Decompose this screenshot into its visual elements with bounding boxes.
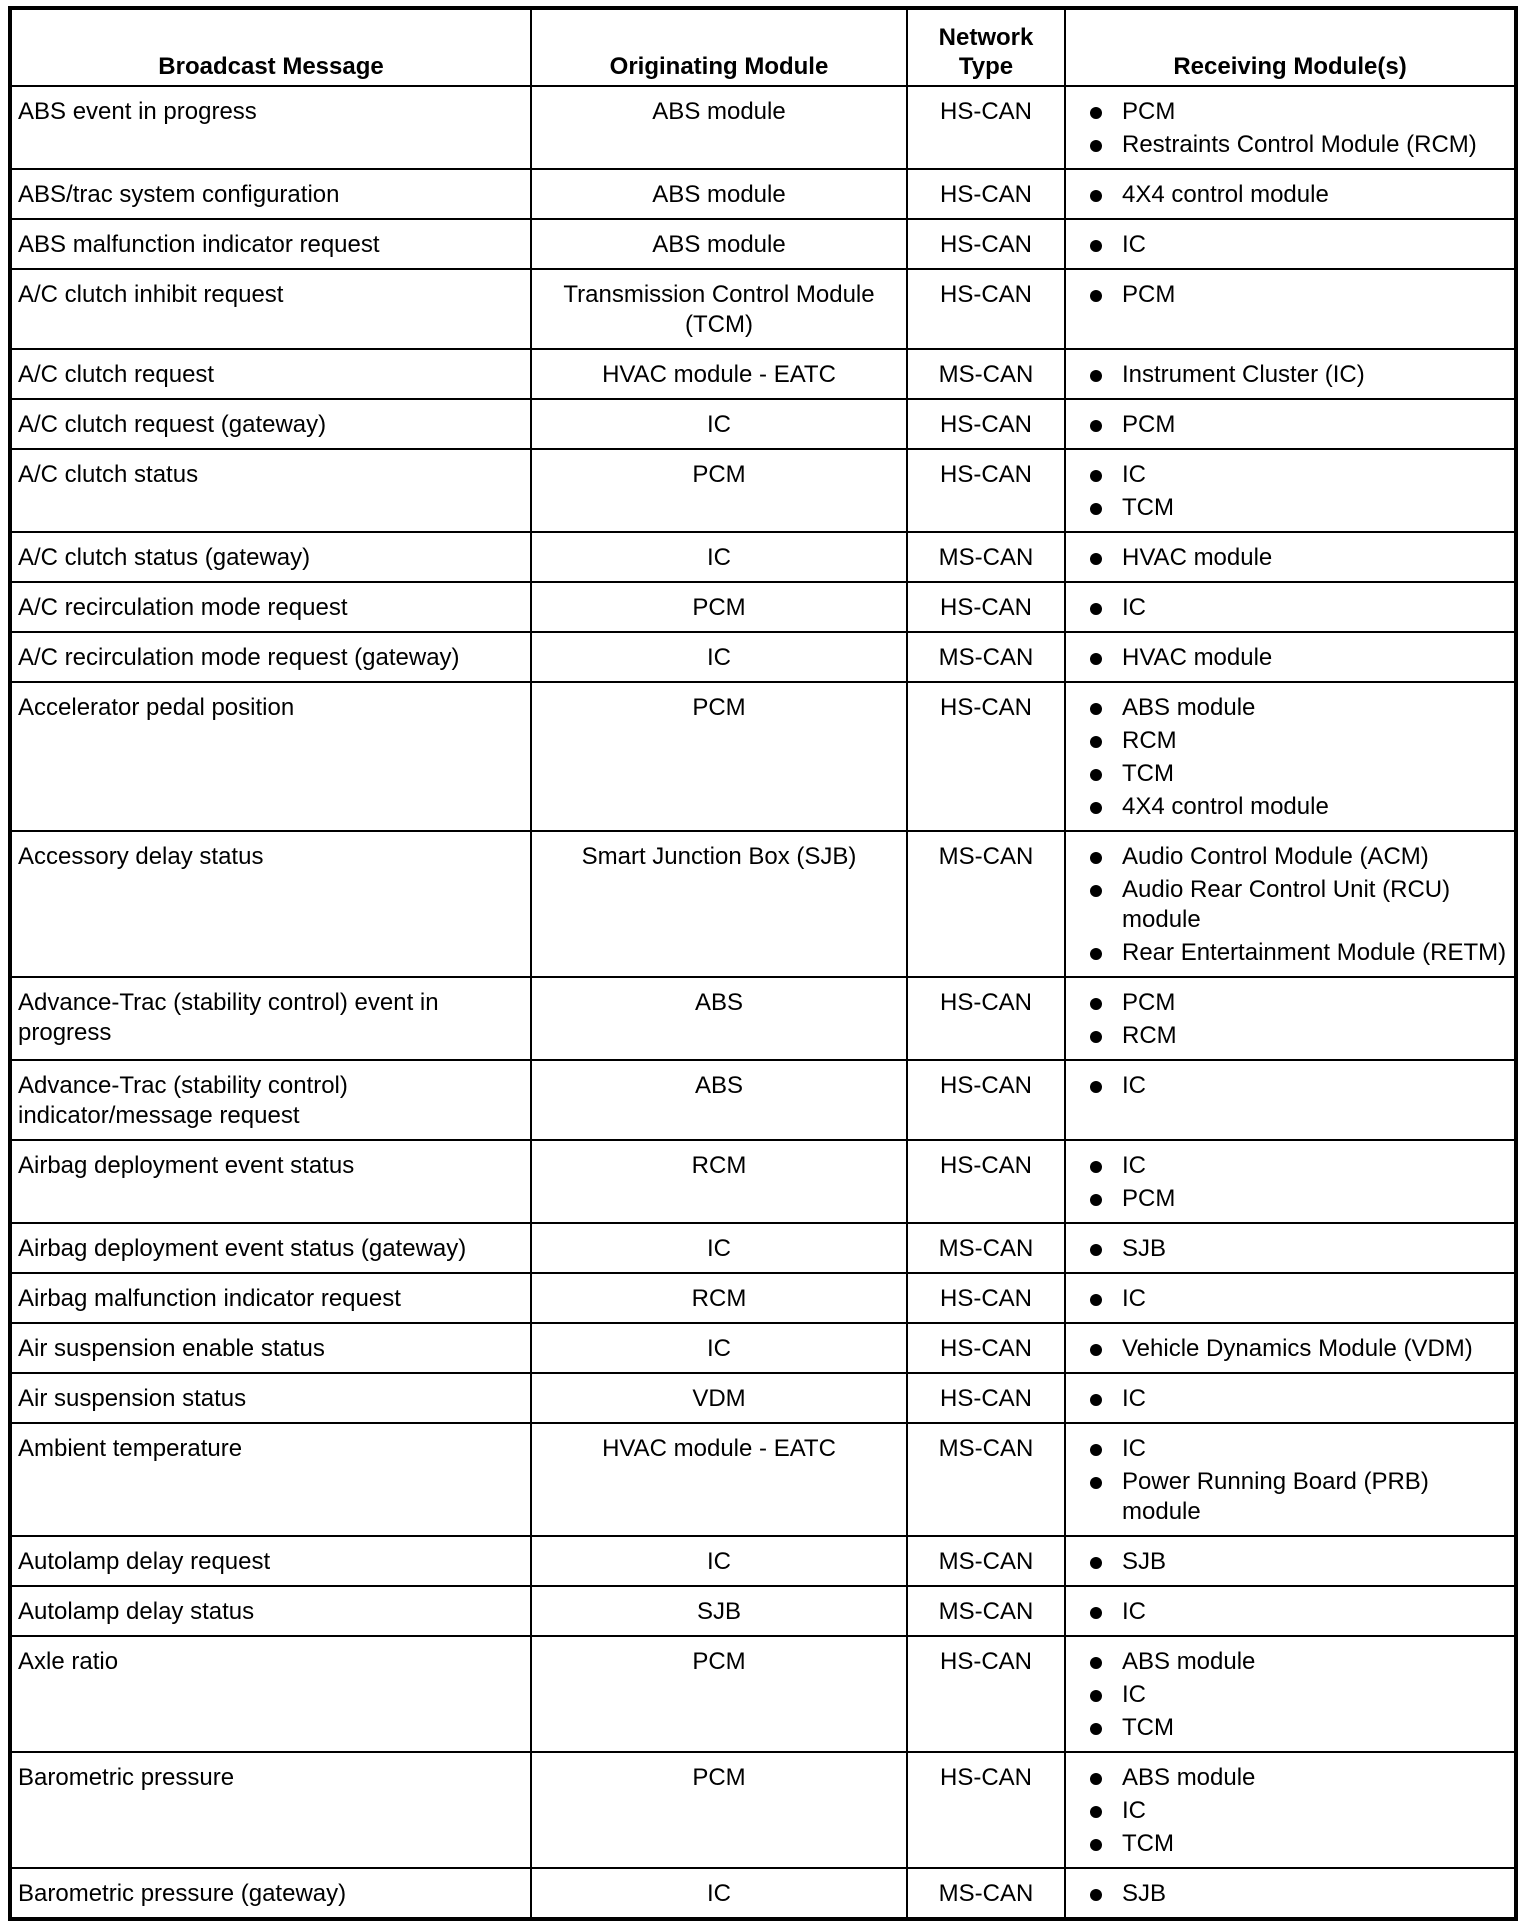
- receiving-modules-cell: [1065, 349, 1516, 399]
- column-header-network-type: [907, 8, 1065, 86]
- originating-module-cell: ABS module: [531, 219, 907, 269]
- originating-module-cell: PCM: [531, 682, 907, 831]
- receiving-modules-cell: [1065, 1752, 1516, 1868]
- originating-module-cell: PCM: [531, 1636, 907, 1752]
- network-type-cell: MS-CAN: [907, 1586, 1065, 1636]
- broadcast-message-table: [8, 6, 1518, 1921]
- receiving-modules-cell: [1065, 532, 1516, 582]
- network-type-cell: MS-CAN: [907, 1423, 1065, 1536]
- receiving-module-item: ABS module: [1090, 693, 1508, 723]
- network-type-cell: HS-CAN: [907, 582, 1065, 632]
- table-row: [10, 632, 1516, 682]
- receiving-module-item: Audio Control Module (ACM): [1090, 842, 1508, 872]
- table-row: [10, 831, 1516, 977]
- broadcast-message-cell: ABS event in progress: [10, 86, 531, 169]
- broadcast-message-cell: Autolamp delay status: [10, 1586, 531, 1636]
- receiving-modules-cell: [1065, 582, 1516, 632]
- receiving-modules-cell: [1065, 1140, 1516, 1223]
- broadcast-message-cell: A/C clutch status (gateway): [10, 532, 531, 582]
- column-header-originating-module: Originating Module: [531, 8, 907, 86]
- table-row: [10, 1060, 1516, 1140]
- broadcast-message-cell: Autolamp delay request: [10, 1536, 531, 1586]
- broadcast-message-cell: Air suspension enable status: [10, 1323, 531, 1373]
- receiving-modules-list: [1090, 842, 1508, 968]
- receiving-module-item: IC: [1090, 1384, 1508, 1414]
- receiving-modules-list: [1090, 693, 1508, 822]
- broadcast-message-cell: ABS malfunction indicator request: [10, 219, 531, 269]
- broadcast-message-cell: Axle ratio: [10, 1636, 531, 1752]
- table-row: [10, 532, 1516, 582]
- network-type-cell: HS-CAN: [907, 86, 1065, 169]
- table-row: [10, 1373, 1516, 1423]
- broadcast-message-cell: A/C clutch request (gateway): [10, 399, 531, 449]
- receiving-module-item: 4X4 control module: [1090, 792, 1508, 822]
- receiving-modules-cell: [1065, 269, 1516, 349]
- receiving-module-item: IC: [1090, 1680, 1508, 1710]
- receiving-modules-cell: [1065, 1223, 1516, 1273]
- broadcast-message-cell: A/C clutch inhibit request: [10, 269, 531, 349]
- receiving-module-item: IC: [1090, 230, 1508, 260]
- originating-module-cell: ABS module: [531, 86, 907, 169]
- originating-module-cell: IC: [531, 1223, 907, 1273]
- network-type-cell: MS-CAN: [907, 349, 1065, 399]
- receiving-modules-list: [1090, 360, 1508, 390]
- receiving-module-item: PCM: [1090, 410, 1508, 440]
- network-type-cell: MS-CAN: [907, 1868, 1065, 1919]
- originating-module-cell: PCM: [531, 582, 907, 632]
- network-type-cell: HS-CAN: [907, 1273, 1065, 1323]
- network-type-cell: MS-CAN: [907, 831, 1065, 977]
- broadcast-message-cell: A/C recirculation mode request: [10, 582, 531, 632]
- table-row: [10, 1636, 1516, 1752]
- table-body: [10, 86, 1516, 1919]
- receiving-modules-list: [1090, 280, 1508, 310]
- receiving-module-item: IC: [1090, 460, 1508, 490]
- originating-module-cell: IC: [531, 1536, 907, 1586]
- table-row: [10, 269, 1516, 349]
- receiving-modules-cell: [1065, 399, 1516, 449]
- originating-module-cell: IC: [531, 532, 907, 582]
- table-row: [10, 219, 1516, 269]
- originating-module-cell: RCM: [531, 1140, 907, 1223]
- receiving-module-item: PCM: [1090, 280, 1508, 310]
- table-header-row: [10, 8, 1516, 86]
- originating-module-cell: VDM: [531, 1373, 907, 1423]
- table-row: [10, 349, 1516, 399]
- receiving-modules-list: [1090, 1071, 1508, 1101]
- originating-module-cell: ABS: [531, 1060, 907, 1140]
- table-row: [10, 399, 1516, 449]
- originating-module-cell: Smart Junction Box (SJB): [531, 831, 907, 977]
- broadcast-message-cell: Advance-Trac (stability control) event in progress: [10, 977, 531, 1060]
- network-type-cell: HS-CAN: [907, 219, 1065, 269]
- receiving-module-item: TCM: [1090, 493, 1508, 523]
- receiving-modules-list: [1090, 988, 1508, 1051]
- receiving-module-item: Audio Rear Control Unit (RCU) module: [1090, 875, 1508, 935]
- receiving-module-item: PCM: [1090, 97, 1508, 127]
- originating-module-cell: ABS: [531, 977, 907, 1060]
- table-row: [10, 449, 1516, 532]
- broadcast-message-cell: A/C clutch request: [10, 349, 531, 399]
- receiving-module-item: IC: [1090, 1434, 1508, 1464]
- receiving-modules-list: [1090, 410, 1508, 440]
- table-row: [10, 1536, 1516, 1586]
- originating-module-cell: IC: [531, 632, 907, 682]
- network-type-cell: HS-CAN: [907, 1060, 1065, 1140]
- network-type-cell: HS-CAN: [907, 1373, 1065, 1423]
- receiving-module-item: RCM: [1090, 726, 1508, 756]
- table-row: [10, 977, 1516, 1060]
- receiving-modules-list: [1090, 180, 1508, 210]
- receiving-module-item: ABS module: [1090, 1763, 1508, 1793]
- receiving-modules-list: [1090, 1334, 1508, 1364]
- network-type-cell: MS-CAN: [907, 632, 1065, 682]
- table-row: [10, 1140, 1516, 1223]
- receiving-module-item: ABS module: [1090, 1647, 1508, 1677]
- receiving-modules-list: [1090, 1597, 1508, 1627]
- broadcast-message-cell: Airbag malfunction indicator request: [10, 1273, 531, 1323]
- receiving-modules-cell: [1065, 1868, 1516, 1919]
- receiving-module-item: Power Running Board (PRB) module: [1090, 1467, 1508, 1527]
- broadcast-message-cell: Airbag deployment event status: [10, 1140, 531, 1223]
- receiving-module-item: SJB: [1090, 1879, 1508, 1909]
- broadcast-message-cell: Accelerator pedal position: [10, 682, 531, 831]
- network-type-cell: HS-CAN: [907, 1140, 1065, 1223]
- receiving-modules-list: [1090, 593, 1508, 623]
- network-type-cell: MS-CAN: [907, 532, 1065, 582]
- originating-module-cell: PCM: [531, 449, 907, 532]
- originating-module-cell: HVAC module - EATC: [531, 1423, 907, 1536]
- broadcast-message-cell: Barometric pressure: [10, 1752, 531, 1868]
- receiving-module-item: Restraints Control Module (RCM): [1090, 130, 1508, 160]
- table-row: [10, 582, 1516, 632]
- originating-module-cell: HVAC module - EATC: [531, 349, 907, 399]
- network-type-cell: MS-CAN: [907, 1223, 1065, 1273]
- originating-module-cell: PCM: [531, 1752, 907, 1868]
- receiving-module-item: IC: [1090, 1597, 1508, 1627]
- receiving-modules-list: [1090, 1234, 1508, 1264]
- receiving-module-item: HVAC module: [1090, 643, 1508, 673]
- receiving-modules-cell: [1065, 1060, 1516, 1140]
- receiving-modules-cell: [1065, 1323, 1516, 1373]
- receiving-module-item: IC: [1090, 593, 1508, 623]
- table-row: [10, 1323, 1516, 1373]
- network-type-cell: HS-CAN: [907, 169, 1065, 219]
- table-row: [10, 1752, 1516, 1868]
- receiving-module-item: PCM: [1090, 988, 1508, 1018]
- receiving-modules-cell: [1065, 1373, 1516, 1423]
- broadcast-message-cell: Advance-Trac (stability control) indicator/message request: [10, 1060, 531, 1140]
- broadcast-message-cell: A/C recirculation mode request (gateway): [10, 632, 531, 682]
- originating-module-cell: SJB: [531, 1586, 907, 1636]
- originating-module-cell: IC: [531, 1323, 907, 1373]
- broadcast-message-cell: Ambient temperature: [10, 1423, 531, 1536]
- table-row: [10, 1273, 1516, 1323]
- originating-module-cell: ABS module: [531, 169, 907, 219]
- column-header-broadcast-message: Broadcast Message: [10, 8, 531, 86]
- receiving-modules-cell: [1065, 1423, 1516, 1536]
- broadcast-message-cell: Airbag deployment event status (gateway): [10, 1223, 531, 1273]
- originating-module-cell: Transmission Control Module (TCM): [531, 269, 907, 349]
- receiving-modules-cell: [1065, 219, 1516, 269]
- network-type-cell: HS-CAN: [907, 269, 1065, 349]
- network-type-cell: HS-CAN: [907, 1752, 1065, 1868]
- receiving-modules-list: [1090, 1284, 1508, 1314]
- receiving-modules-list: [1090, 1384, 1508, 1414]
- originating-module-cell: RCM: [531, 1273, 907, 1323]
- receiving-module-item: IC: [1090, 1151, 1508, 1181]
- receiving-modules-list: [1090, 1151, 1508, 1214]
- network-type-cell: HS-CAN: [907, 449, 1065, 532]
- receiving-modules-cell: [1065, 169, 1516, 219]
- table-row: [10, 1586, 1516, 1636]
- network-type-cell: HS-CAN: [907, 682, 1065, 831]
- receiving-modules-list: [1090, 97, 1508, 160]
- receiving-modules-list: [1090, 460, 1508, 523]
- column-header-receiving-modules: Receiving Module(s): [1065, 8, 1516, 86]
- receiving-module-item: IC: [1090, 1284, 1508, 1314]
- broadcast-message-cell: A/C clutch status: [10, 449, 531, 532]
- broadcast-message-cell: Air suspension status: [10, 1373, 531, 1423]
- receiving-modules-list: [1090, 643, 1508, 673]
- network-type-label: Network Type: [938, 24, 1034, 80]
- network-type-cell: HS-CAN: [907, 399, 1065, 449]
- receiving-modules-cell: [1065, 977, 1516, 1060]
- receiving-modules-cell: [1065, 449, 1516, 532]
- originating-module-cell: IC: [531, 1868, 907, 1919]
- receiving-module-item: PCM: [1090, 1184, 1508, 1214]
- table-row: [10, 169, 1516, 219]
- receiving-module-item: Rear Entertainment Module (RETM): [1090, 938, 1508, 968]
- broadcast-message-cell: Barometric pressure (gateway): [10, 1868, 531, 1919]
- receiving-module-item: Vehicle Dynamics Module (VDM): [1090, 1334, 1508, 1364]
- receiving-modules-list: [1090, 1647, 1508, 1743]
- receiving-modules-cell: [1065, 86, 1516, 169]
- network-type-cell: HS-CAN: [907, 977, 1065, 1060]
- originating-module-cell: IC: [531, 399, 907, 449]
- network-type-cell: MS-CAN: [907, 1536, 1065, 1586]
- broadcast-message-cell: Accessory delay status: [10, 831, 531, 977]
- receiving-modules-cell: [1065, 1636, 1516, 1752]
- receiving-modules-cell: [1065, 831, 1516, 977]
- receiving-module-item: IC: [1090, 1071, 1508, 1101]
- receiving-module-item: TCM: [1090, 1829, 1508, 1859]
- receiving-module-item: Instrument Cluster (IC): [1090, 360, 1508, 390]
- receiving-modules-cell: [1065, 1586, 1516, 1636]
- receiving-modules-cell: [1065, 1536, 1516, 1586]
- table-row: [10, 682, 1516, 831]
- receiving-modules-list: [1090, 230, 1508, 260]
- receiving-module-item: 4X4 control module: [1090, 180, 1508, 210]
- network-type-cell: HS-CAN: [907, 1323, 1065, 1373]
- table-row: [10, 1223, 1516, 1273]
- receiving-modules-list: [1090, 1434, 1508, 1527]
- receiving-modules-cell: [1065, 682, 1516, 831]
- receiving-module-item: TCM: [1090, 1713, 1508, 1743]
- receiving-module-item: IC: [1090, 1796, 1508, 1826]
- receiving-modules-cell: [1065, 632, 1516, 682]
- receiving-module-item: HVAC module: [1090, 543, 1508, 573]
- receiving-modules-list: [1090, 1547, 1508, 1577]
- table-row: [10, 1868, 1516, 1919]
- receiving-modules-list: [1090, 1763, 1508, 1859]
- receiving-module-item: RCM: [1090, 1021, 1508, 1051]
- table-row: [10, 1423, 1516, 1536]
- table-row: [10, 86, 1516, 169]
- receiving-module-item: SJB: [1090, 1234, 1508, 1264]
- receiving-module-item: TCM: [1090, 759, 1508, 789]
- receiving-modules-list: [1090, 543, 1508, 573]
- network-type-cell: HS-CAN: [907, 1636, 1065, 1752]
- broadcast-message-cell: ABS/trac system configuration: [10, 169, 531, 219]
- receiving-module-item: SJB: [1090, 1547, 1508, 1577]
- receiving-modules-cell: [1065, 1273, 1516, 1323]
- receiving-modules-list: [1090, 1879, 1508, 1909]
